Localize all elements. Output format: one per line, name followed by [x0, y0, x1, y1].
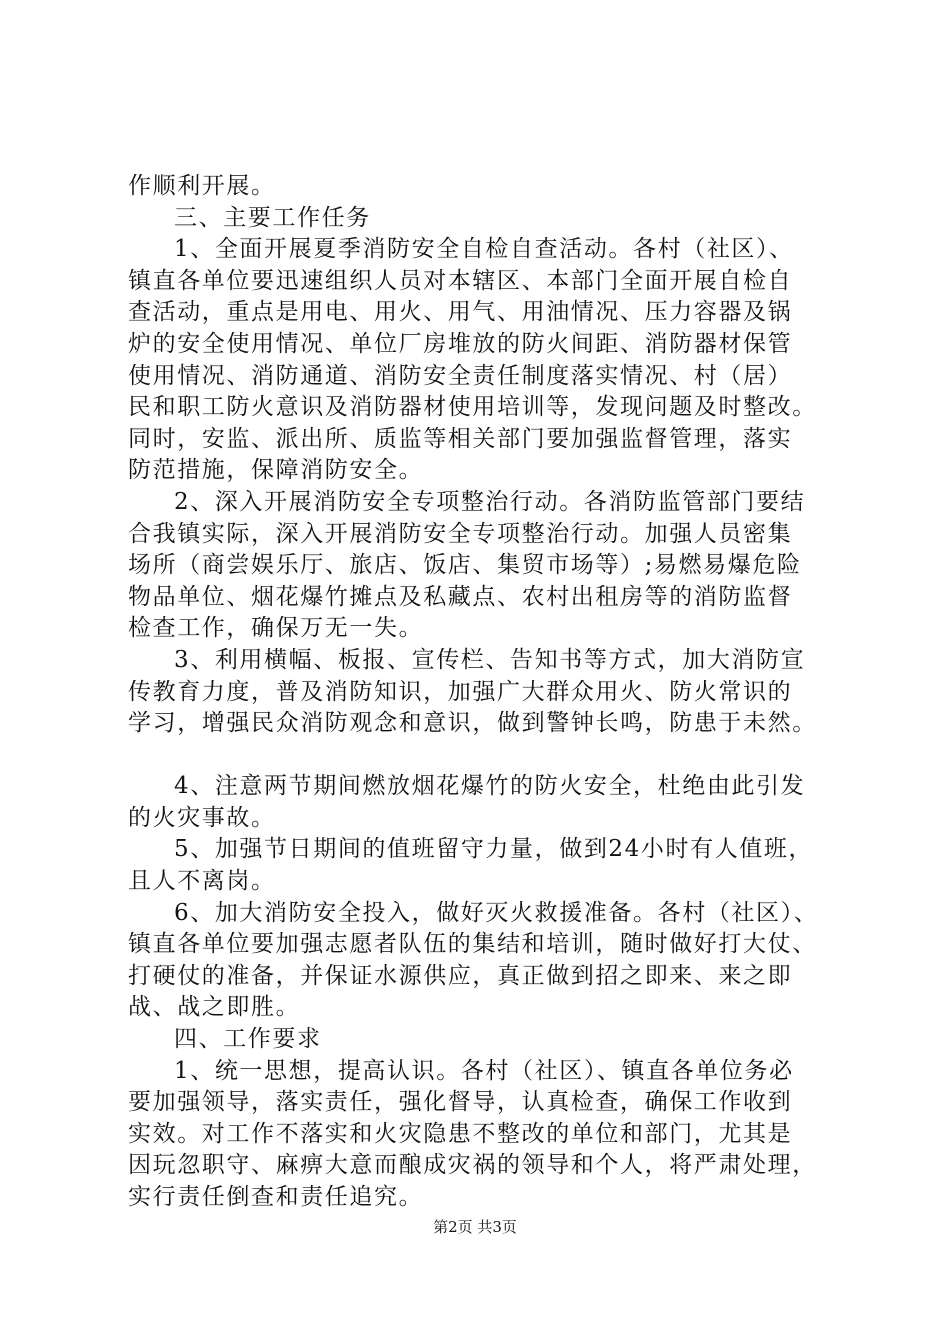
- text-line: 实行责任倒查和责任追究。: [128, 1184, 424, 1210]
- text-line: 民和职工防火意识及消防器材使用培训等，发现问题及时整改。: [128, 394, 817, 421]
- text-line: 战、战之即胜。: [128, 994, 301, 1021]
- text-line: 2、深入开展消防安全专项整治行动。各消防监管部门要结: [174, 488, 806, 515]
- text-line: 打硬仗的准备，并保证水源供应，真正做到招之即来、来之即: [128, 962, 793, 989]
- text-line: 传教育力度，普及消防知识，加强广大群众用火、防火常识的: [128, 678, 793, 705]
- text-line: 因玩忽职守、麻痹大意而酿成灾祸的领导和个人，将严肃处理，: [128, 1152, 817, 1179]
- blank-line: [128, 740, 828, 772]
- text-line: 检查工作，确保万无一失。: [128, 615, 424, 642]
- text-line: 防范措施，保障消防安全。: [128, 457, 424, 484]
- text-line: 合我镇实际，深入开展消防安全专项整治行动。加强人员密集: [128, 520, 793, 547]
- text-line: 且人不离岗。: [128, 868, 276, 895]
- text-line: 的火灾事故。: [128, 804, 276, 831]
- document-body: [128, 171, 828, 1214]
- text-line: 四、工作要求: [174, 1026, 322, 1053]
- text-line: 三、主要工作任务: [174, 204, 371, 231]
- text-line: 6、加大消防安全投入，做好灭火救援准备。各村（社区）、: [174, 899, 819, 926]
- text-line: 学习，增强民众消防观念和意识，做到警钟长鸣，防患于未然。: [128, 710, 817, 737]
- text-line: 使用情况、消防通道、消防安全责任制度落实情况、村（居）: [128, 362, 793, 389]
- text-line: 镇直各单位要加强志愿者队伍的集结和培训，随时做好打大仗、: [128, 931, 817, 958]
- text-line: 3、利用横幅、板报、宣传栏、告知书等方式，加大消防宣: [174, 646, 806, 673]
- text-line: 同时，安监、派出所、质监等相关部门要加强监督管理，落实: [128, 425, 793, 452]
- text-line: 场所（商尝娱乐厅、旅店、饭店、集贸市场等）;易燃易爆危险: [128, 552, 802, 579]
- text-line: 物品单位、烟花爆竹摊点及私藏点、农村出租房等的消防监督: [128, 583, 793, 610]
- text-line: 镇直各单位要迅速组织人员对本辖区、本部门全面开展自检自: [128, 267, 793, 294]
- text-line: 5、加强节日期间的值班留守力量，做到24小时有人值班，: [174, 836, 814, 863]
- text-line: 要加强领导，落实责任，强化督导，认真检查，确保工作收到: [128, 1089, 793, 1116]
- text-line: 炉的安全使用情况、单位厂房堆放的防火间距、消防器材保管: [128, 330, 793, 357]
- text-line: 1、全面开展夏季消防安全自检自查活动。各村（社区）、: [174, 236, 794, 263]
- text-line: 4、注意两节期间燃放烟花爆竹的防火安全，杜绝由此引发: [174, 773, 806, 800]
- text-line: 作顺利开展。: [128, 173, 276, 199]
- text-line: 1、统一思想，提高认识。各村（社区）、镇直各单位务必: [174, 1057, 794, 1084]
- text-line: 实效。对工作不落实和火灾隐患不整改的单位和部门，尤其是: [128, 1120, 793, 1147]
- text-line: 查活动，重点是用电、用火、用气、用油情况、压力容器及锅: [128, 299, 793, 326]
- page-footer: 第2页 共3页: [433, 1218, 517, 1236]
